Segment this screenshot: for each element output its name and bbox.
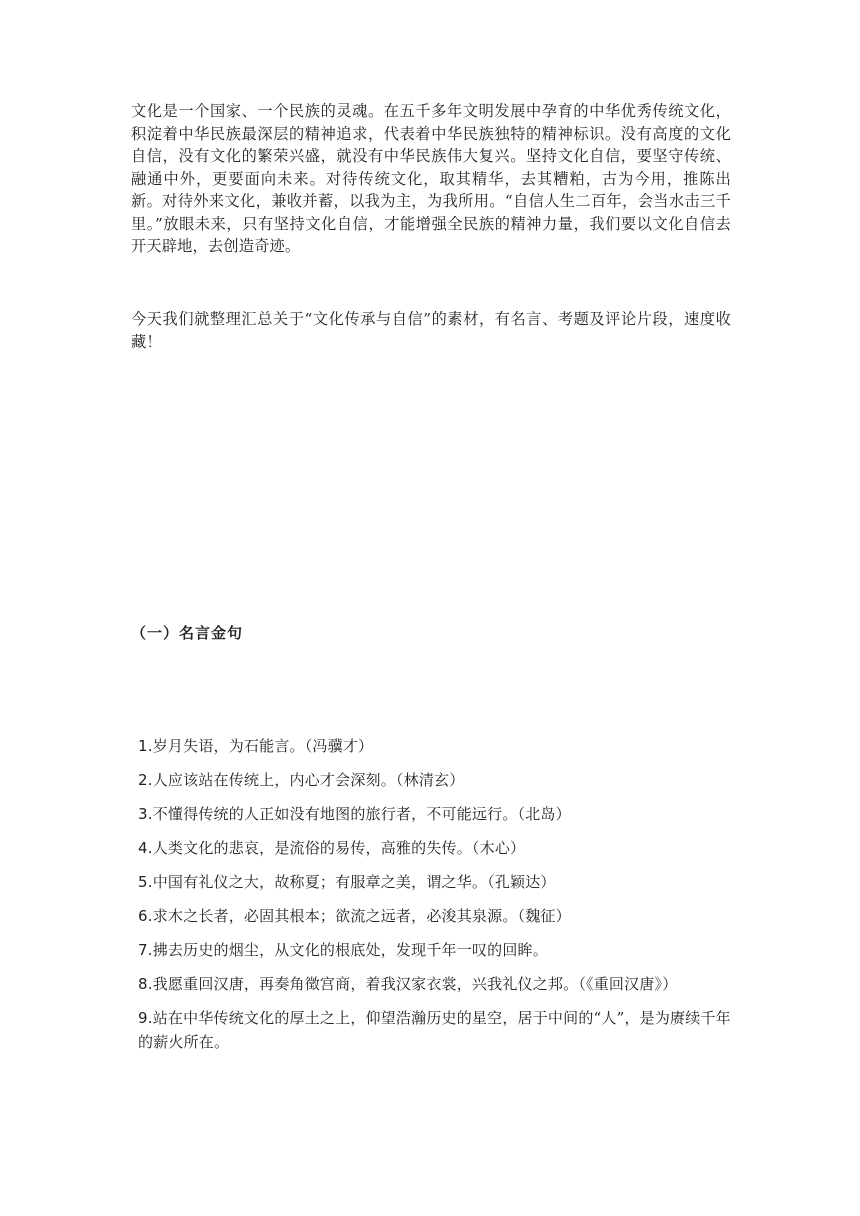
quote-item <box>138 734 734 758</box>
quote-item <box>138 1006 734 1054</box>
quote-number: 7. <box>138 941 153 959</box>
quote-item <box>138 938 734 962</box>
quote-text: 中国有礼仪之大，故称夏；有服章之美，谓之华。（孔颖达） <box>152 873 556 891</box>
quote-number: 5. <box>138 873 153 891</box>
quote-number: 2. <box>138 771 153 789</box>
quote-number: 6. <box>138 907 153 925</box>
quote-text: 站在中华传统文化的厚土之上，仰望浩瀚历史的星空，居于中间的“人”，是为赓续千年的薪火所在。 <box>138 1009 731 1051</box>
quote-text: 不懂得传统的人正如没有地图的旅行者，不可能远行。（北岛） <box>152 805 571 823</box>
quotes-list <box>138 734 734 1064</box>
quote-text: 岁月失语，为石能言。（冯骥才） <box>152 737 374 755</box>
intro-paragraph: 文化是一个国家、一个民族的灵魂。在五千多年文明发展中孕育的中华优秀传统文化，积淀着中华民族最深层的精神追求，代表着中华民族独特的精神标识。没有高度的文化自信，没有文化的繁荣兴盛，就没有中华民族伟大复兴。坚持文化自信，要坚守传统、融通中外，更要面向未来。对待传统文化，取其精华，去其糟粕，古为今用，推陈出新。对待外来文化，兼收并蓄，以我为主，为我所用。“自信人生二百年，会当水击三千里。”放眼未来，只有坚持文化自信，才能增强全民族的精神力量，我们要以文化自信去开天辟地，去创造奇迹。 <box>131 102 731 255</box>
quote-text: 我愿重回汉唐，再奏角徵宫商，着我汉家衣裳，兴我礼仪之邦。（《重回汉唐》） <box>152 975 678 993</box>
quote-number: 4. <box>138 839 153 857</box>
summary-paragraph: 今天我们就整理汇总关于“文化传承与自信”的素材，有名言、考题及评论片段，速度收藏！ <box>131 310 731 351</box>
quote-text: 人类文化的悲哀，是流俗的易传，高雅的失传。（木心） <box>152 839 526 857</box>
quote-item <box>138 972 734 996</box>
quote-number: 1. <box>138 737 153 755</box>
quote-text: 人应该站在传统上，内心才会深刻。（林清玄） <box>152 771 465 789</box>
quote-number: 3. <box>138 805 153 823</box>
quote-number: 8. <box>138 975 153 993</box>
quote-item <box>138 904 734 928</box>
quote-number: 9. <box>138 1009 153 1027</box>
quote-item <box>138 768 734 792</box>
quote-item <box>138 802 734 826</box>
quote-text: 拂去历史的烟尘，从文化的根底处，发现千年一叹的回眸。 <box>152 941 548 959</box>
quote-item <box>138 870 734 894</box>
section-heading: （一）名言金句 <box>131 624 244 642</box>
quote-item <box>138 836 734 860</box>
quote-text: 求木之长者，必固其根本；欲流之远者，必浚其泉源。（魏征） <box>152 907 571 925</box>
